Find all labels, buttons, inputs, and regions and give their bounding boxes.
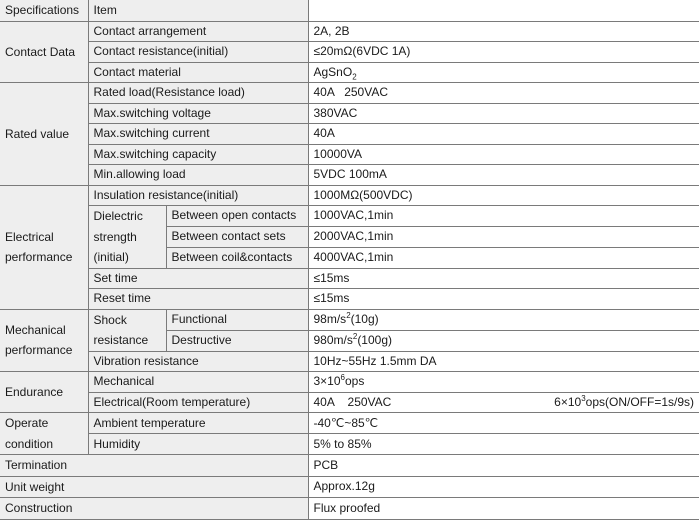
subitem-label: Between open contacts	[166, 206, 308, 227]
value-text: 98m/s	[313, 312, 347, 326]
table-row	[0, 185, 699, 206]
item-value	[308, 62, 699, 83]
item-line: Shock	[93, 312, 127, 327]
category-electrical-performance	[0, 185, 88, 309]
value-text: ops(ON/OFF=1s/9s)	[585, 394, 694, 409]
table-row	[0, 309, 699, 330]
item-label: Max.switching voltage	[88, 103, 308, 124]
item-line: Dielectric	[93, 209, 143, 223]
table-row	[0, 476, 699, 498]
table-row	[0, 372, 699, 393]
header-row	[0, 0, 699, 21]
category-line: condition	[5, 436, 54, 451]
value-superscript: 3	[581, 393, 586, 403]
item-label: Contact arrangement	[88, 21, 308, 42]
table-row	[0, 434, 699, 455]
item-value: 2A, 2B	[308, 21, 699, 42]
item-value: 5% to 85%	[308, 434, 699, 455]
item-label: Max.switching capacity	[88, 144, 308, 165]
value-right	[554, 393, 694, 412]
item-label: Vibration resistance	[88, 351, 308, 372]
item-value: 4000VAC,1min	[308, 247, 699, 268]
table-row	[0, 62, 699, 83]
shock-resistance-label	[88, 309, 166, 351]
item-value: PCB	[308, 455, 699, 477]
item-value: 10000VA	[308, 144, 699, 165]
subitem-label: Between contact sets	[166, 226, 308, 247]
value-text: 6×10	[554, 394, 582, 409]
table-row	[0, 21, 699, 42]
value-text: (100g)	[357, 333, 392, 347]
item-line: (initial)	[93, 250, 129, 264]
item-label: Max.switching current	[88, 124, 308, 145]
dielectric-strength-label	[88, 206, 166, 269]
item-label: Set time	[88, 268, 308, 289]
table-row	[0, 392, 699, 413]
item-value: 2000VAC,1min	[308, 226, 699, 247]
item-value: Approx.12g	[308, 476, 699, 498]
table-row	[0, 498, 699, 520]
item-label: Electrical(Room temperature)	[88, 392, 308, 413]
table-row	[0, 351, 699, 372]
table-row	[0, 103, 699, 124]
item-value: 1000VAC,1min	[308, 206, 699, 227]
item-value: 380VAC	[308, 103, 699, 124]
value-text: (10g)	[350, 312, 379, 326]
item-label: Min.allowing load	[88, 165, 308, 186]
subitem-label: Destructive	[166, 330, 308, 351]
value-text: ops	[344, 374, 365, 389]
item-label: Contact resistance(initial)	[88, 42, 308, 63]
item-value: 40A 250VAC	[308, 83, 699, 104]
table-row	[0, 289, 699, 310]
header-item: Item	[88, 0, 308, 21]
category-unit-weight: Unit weight	[0, 476, 308, 498]
item-value	[308, 372, 699, 393]
category-mechanical-performance	[0, 309, 88, 372]
item-label: Reset time	[88, 289, 308, 310]
category-line: performance	[5, 343, 73, 358]
header-specifications: Specifications	[0, 0, 88, 21]
value-text: 3×10	[313, 374, 341, 389]
table-row	[0, 42, 699, 63]
category-operate-condition	[0, 413, 88, 455]
value-superscript: 2	[346, 311, 351, 320]
item-value	[308, 392, 699, 413]
table-row	[0, 455, 699, 477]
category-line: Mechanical	[5, 322, 66, 337]
category-line: Electrical	[5, 229, 54, 244]
item-label: Ambient temperature	[88, 413, 308, 434]
category-line: Operate	[5, 416, 49, 430]
item-label: Mechanical	[88, 372, 308, 393]
table-row	[0, 268, 699, 289]
value-left: 40A 250VAC	[313, 394, 392, 409]
table-row	[0, 124, 699, 145]
item-label: Rated load(Resistance load)	[88, 83, 308, 104]
table-row	[0, 144, 699, 165]
category-line: performance	[5, 250, 73, 264]
category-rated-value: Rated value	[0, 83, 88, 186]
item-label: Contact material	[88, 62, 308, 83]
subitem-label: Between coil&contacts	[166, 247, 308, 268]
table-row	[0, 83, 699, 104]
item-line: resistance	[93, 333, 149, 347]
item-line: strength	[93, 229, 137, 244]
item-value: 40A	[308, 124, 699, 145]
value-text: AgSnO	[313, 64, 353, 79]
item-value	[308, 330, 699, 351]
item-value: 1000MΩ(500VDC)	[308, 185, 699, 206]
category-endurance: Endurance	[0, 372, 88, 413]
item-value: Flux proofed	[308, 498, 699, 520]
item-value: ≤20mΩ(6VDC 1A)	[308, 42, 699, 63]
item-label: Humidity	[88, 434, 308, 455]
item-value: 10Hz~55Hz 1.5mm DA	[308, 351, 699, 372]
item-value: ≤15ms	[308, 268, 699, 289]
category-construction: Construction	[0, 498, 308, 520]
header-value	[308, 0, 699, 21]
item-value: ≤15ms	[308, 289, 699, 310]
subitem-label: Functional	[166, 309, 308, 330]
value-text: 980m/s	[313, 333, 353, 347]
item-value	[308, 309, 699, 330]
value-superscript: 6	[340, 373, 345, 383]
item-value: -40℃~85℃	[308, 413, 699, 434]
value-superscript: 2	[352, 332, 358, 341]
value-subscript: 2	[352, 72, 357, 82]
table-row	[0, 206, 699, 227]
item-value: 5VDC 100mA	[308, 165, 699, 186]
category-contact-data: Contact Data	[0, 21, 88, 83]
category-termination: Termination	[0, 455, 308, 477]
table-row	[0, 165, 699, 186]
item-label: Insulation resistance(initial)	[88, 185, 308, 206]
table-row	[0, 413, 699, 434]
